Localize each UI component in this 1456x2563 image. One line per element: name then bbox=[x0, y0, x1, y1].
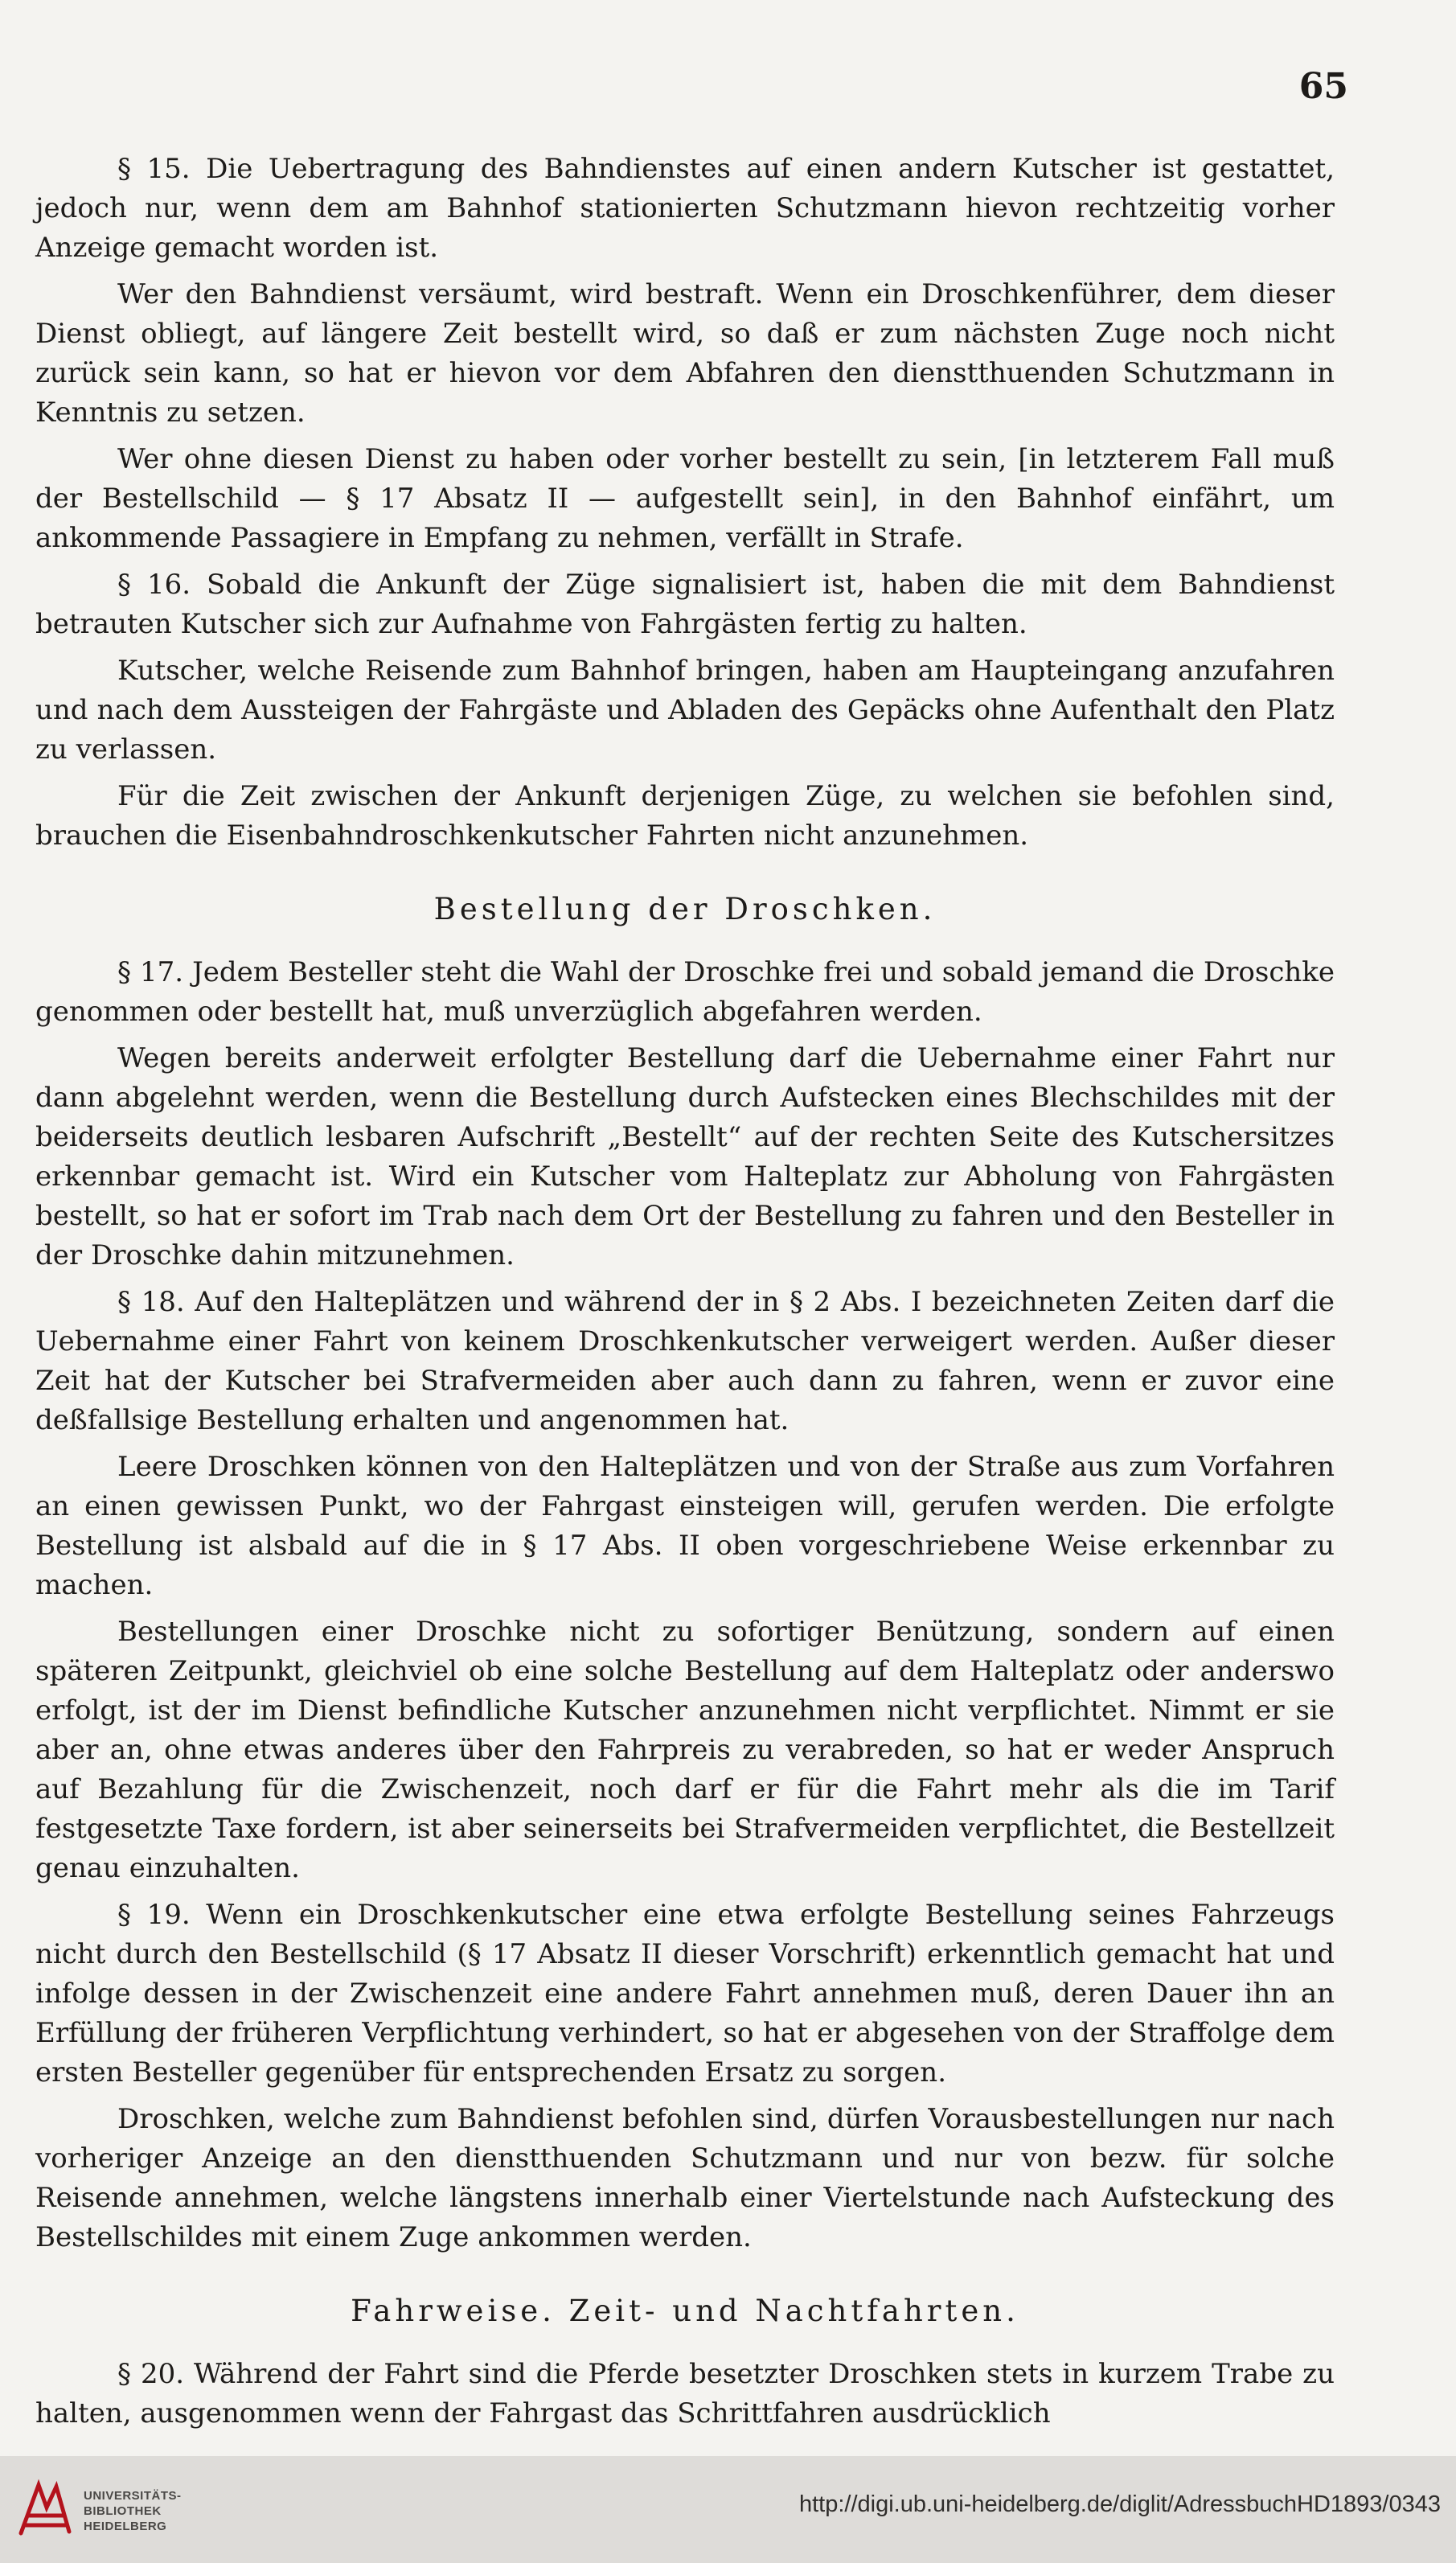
section-18-paragraph-2: Leere Droschken können von den Halteplätzen und von der Straße aus zum Vorfahren an einen gewissen Punkt, wo der Fahrgast einsteigen will, gerufen werden. Die erfolgte Bestellung ist alsbald auf die in § 17 Abs. II oben vorgeschriebene Weise erkennbar zu machen. bbox=[35, 1451, 1335, 1601]
section-15-paragraph-2: Wer den Bahndienst versäumt, wird bestraft. Wenn ein Droschkenführer, dem dieser Dienst obliegt, auf längere Zeit bestellt wird, so daß er zum nächsten Zuge noch nicht zurück sein kann, so hat er hievon vor dem Abfahren den dienstthuenden Schutzmann in Kenntnis zu setzen. bbox=[35, 278, 1335, 429]
section-19-paragraph-2: Droschken, welche zum Bahndienst befohlen sind, dürfen Vorausbestellungen nur nach vorheriger Anzeige an den dienstthuenden Schutzmann und nur von bezw. für solche Reisende annehmen, welche längstens innerhalb einer Viertelstunde nach Aufsteckung des Bestellschildes mit einem Zuge ankommen werden. bbox=[35, 2103, 1335, 2253]
logo-mark bbox=[21, 2485, 69, 2533]
document-body bbox=[35, 150, 1335, 2441]
section-15-paragraph-3: Wer ohne diesen Dienst zu haben oder vorher bestellt zu sein, [in letzterem Fall muß der Bestellschild — § 17 Absatz II — aufgestellt sein], in den Bahnhof einfährt, um ankommende Passagiere in Empfang zu nehmen, verfällt in Strafe. bbox=[35, 443, 1335, 554]
source-url-link[interactable]: http://digi.ub.uni-heidelberg.de/diglit/AdressbuchHD1893/0343 bbox=[798, 2491, 1441, 2517]
library-logo-icon bbox=[14, 2475, 76, 2545]
section-16-paragraph-3: Für die Zeit zwischen der Ankunft derjenigen Züge, zu welchen sie befohlen sind, brauchen die Eisenbahndroschkenkutscher Fahrten nicht anzunehmen. bbox=[35, 780, 1335, 852]
section-18-paragraph-1: § 18. Auf den Halteplätzen und während der in § 2 Abs. I bezeichneten Zeiten darf die Uebernahme einer Fahrt von keinem Droschkenkutscher verweigert werden. Außer dieser Zeit hat der Kutscher bei Strafvermeiden aber auch dann zu fahren, wenn er zuvor eine deßfallsige Bestellung erhalten und angenommen hat. bbox=[35, 1286, 1335, 1436]
section-17-paragraph-1: § 17. Jedem Besteller steht die Wahl der Droschke frei und sobald jemand die Droschke genommen oder bestellt hat, muß unverzüglich abgefahren werden. bbox=[35, 956, 1335, 1028]
page-number: 65 bbox=[1298, 66, 1348, 107]
logo-line-1: UNIVERSITÄTS- bbox=[84, 2489, 182, 2503]
section-20-paragraph-1: § 20. Während der Fahrt sind die Pferde besetzter Droschken stets in kurzem Trabe zu halten, ausgenommen wenn der Fahrgast das Schrittfahren ausdrücklich bbox=[35, 2358, 1335, 2430]
library-logo-text bbox=[84, 2488, 182, 2534]
heading-bestellung: Bestellung der Droschken. bbox=[433, 892, 937, 926]
section-16-paragraph-1: § 16. Sobald die Ankunft der Züge signalisiert ist, haben die mit dem Bahndienst betrauten Kutscher sich zur Aufnahme von Fahrgästen fertig zu halten. bbox=[35, 569, 1335, 640]
logo-line-2: BIBLIOTHEK bbox=[84, 2504, 162, 2518]
heading-fahrweise: Fahrweise. Zeit- und Nachtfahrten. bbox=[351, 2294, 1019, 2328]
library-logo[interactable] bbox=[14, 2475, 180, 2545]
logo-line-3: HEIDELBERG bbox=[84, 2520, 167, 2533]
footer-bar bbox=[0, 2456, 1456, 2563]
section-15-paragraph-1: § 15. Die Uebertragung des Bahndienstes auf einen andern Kutscher ist gestattet, jedoch nur, wenn dem am Bahnhof stationierten Schutzmann hievon rechtzeitig vorher Anzeige gemacht worden ist. bbox=[35, 153, 1335, 264]
section-19-paragraph-1: § 19. Wenn ein Droschkenkutscher eine etwa erfolgte Bestellung seines Fahrzeugs nicht durch den Bestellschild (§ 17 Absatz II dieser Vorschrift) erkenntlich gemacht hat und infolge dessen in der Zwischenzeit eine andere Fahrt annehmen muß, deren Dauer ihn an Erfüllung der früheren Verpflichtung verhindert, so hat er abgesehen von der Straffolge dem ersten Besteller gegenüber für entsprechenden Ersatz zu sorgen. bbox=[35, 1899, 1335, 2089]
section-18-paragraph-3: Bestellungen einer Droschke nicht zu sofortiger Benützung, sondern auf einen späteren Zeitpunkt, gleichviel ob eine solche Bestellung auf dem Halteplatz oder anderswo erfolgt, ist der im Dienst befindliche Kutscher anzunehmen nicht verpflichtet. Nimmt er sie aber an, ohne etwas anderes über den Fahrpreis zu verabreden, so hat er weder Anspruch auf Bezahlung für die Zwischenzeit, noch darf er für die Fahrt mehr als die im Tarif festgesetzte Taxe fordern, ist aber seinerseits bei Strafvermeiden verpflichtet, die Bestellzeit genau einzuhalten. bbox=[35, 1616, 1335, 1884]
section-17-paragraph-2: Wegen bereits anderweit erfolgter Bestellung darf die Uebernahme einer Fahrt nur dann abgelehnt werden, wenn die Bestellung durch Aufstecken eines Blechschildes mit der beiderseits deutlich lesbaren Aufschrift „Bestellt“ auf der rechten Seite des Kutschersitzes erkennbar gemacht ist. Wird ein Kutscher vom Halteplatz zur Abholung von Fahrgästen bestellt, so hat er sofort im Trab nach dem Ort der Bestellung zu fahren und den Besteller in der Droschke dahin mitzunehmen. bbox=[35, 1042, 1335, 1271]
section-16-paragraph-2: Kutscher, welche Reisende zum Bahnhof bringen, haben am Haupteingang anzufahren und nach dem Aussteigen der Fahrgäste und Abladen des Gepäcks ohne Aufenthalt den Platz zu verlassen. bbox=[35, 655, 1335, 766]
